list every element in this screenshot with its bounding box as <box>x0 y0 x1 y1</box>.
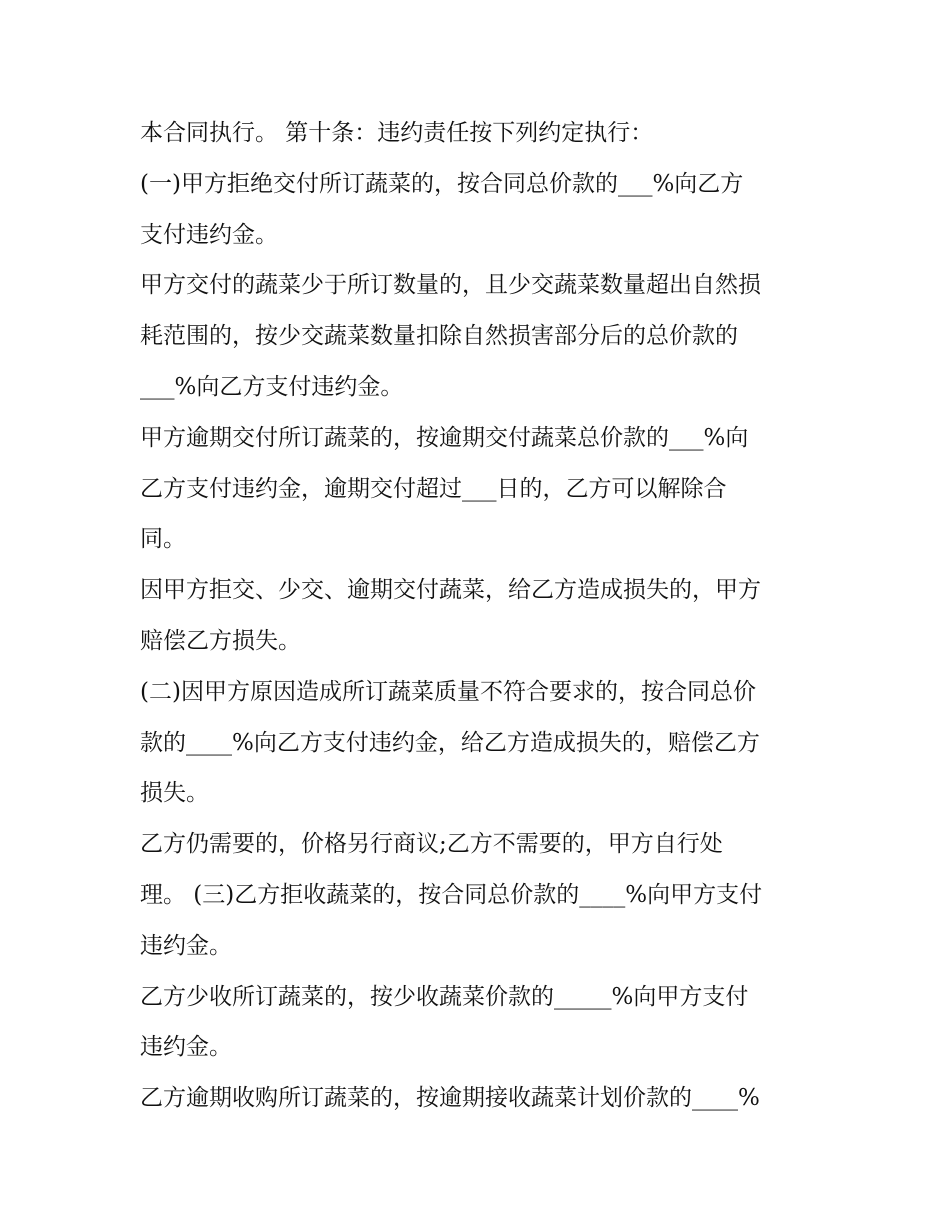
text-line: 款的____%向乙方支付违约金，给乙方造成损失的，赔偿乙方 <box>140 729 760 756</box>
text-line: 违约金。 <box>140 1034 232 1061</box>
text-line: 违约金。 <box>140 932 232 959</box>
text-line: 理。 (三)乙方拒收蔬菜的，按合同总价款的____%向甲方支付 <box>140 881 763 908</box>
text-line: 同。 <box>140 526 186 553</box>
text-line: 本合同执行。 第十条：违约责任按下列约定执行： <box>140 120 654 146</box>
text-line: 乙方少收所订蔬菜的，按少收蔬菜价款的_____%向甲方支付 <box>140 983 749 1010</box>
contract-text-body <box>140 108 830 1124</box>
text-line: 耗范围的，按少交蔬菜数量扣除自然损害部分后的总价款的 <box>140 323 738 350</box>
text-line: (一)甲方拒绝交付所订蔬菜的，按合同总价款的___%向乙方 <box>140 170 744 197</box>
text-line: 因甲方拒交、少交、逾期交付蔬菜，给乙方造成损失的，甲方 <box>140 577 761 604</box>
text-line: 损失。 <box>140 780 209 807</box>
text-line: 赔偿乙方损失。 <box>140 627 301 654</box>
text-line: 乙方仍需要的，价格另行商议;乙方不需要的，甲方自行处 <box>140 831 723 858</box>
text-line: (二)因甲方原因造成所订蔬菜质量不符合要求的，按合同总价 <box>140 678 756 705</box>
text-line: 甲方逾期交付所订蔬菜的，按逾期交付蔬菜总价款的___%向 <box>140 424 749 451</box>
text-line: 乙方逾期收购所订蔬菜的，按逾期接收蔬菜计划价款的____% <box>140 1085 760 1112</box>
text-line: ___%向乙方支付违约金。 <box>140 373 404 400</box>
text-line: 甲方交付的蔬菜少于所订数量的，且少交蔬菜数量超出自然损 <box>140 272 761 299</box>
text-line: 乙方支付违约金，逾期交付超过___日的，乙方可以解除合 <box>140 475 727 502</box>
text-line: 支付违约金。 <box>140 221 278 248</box>
